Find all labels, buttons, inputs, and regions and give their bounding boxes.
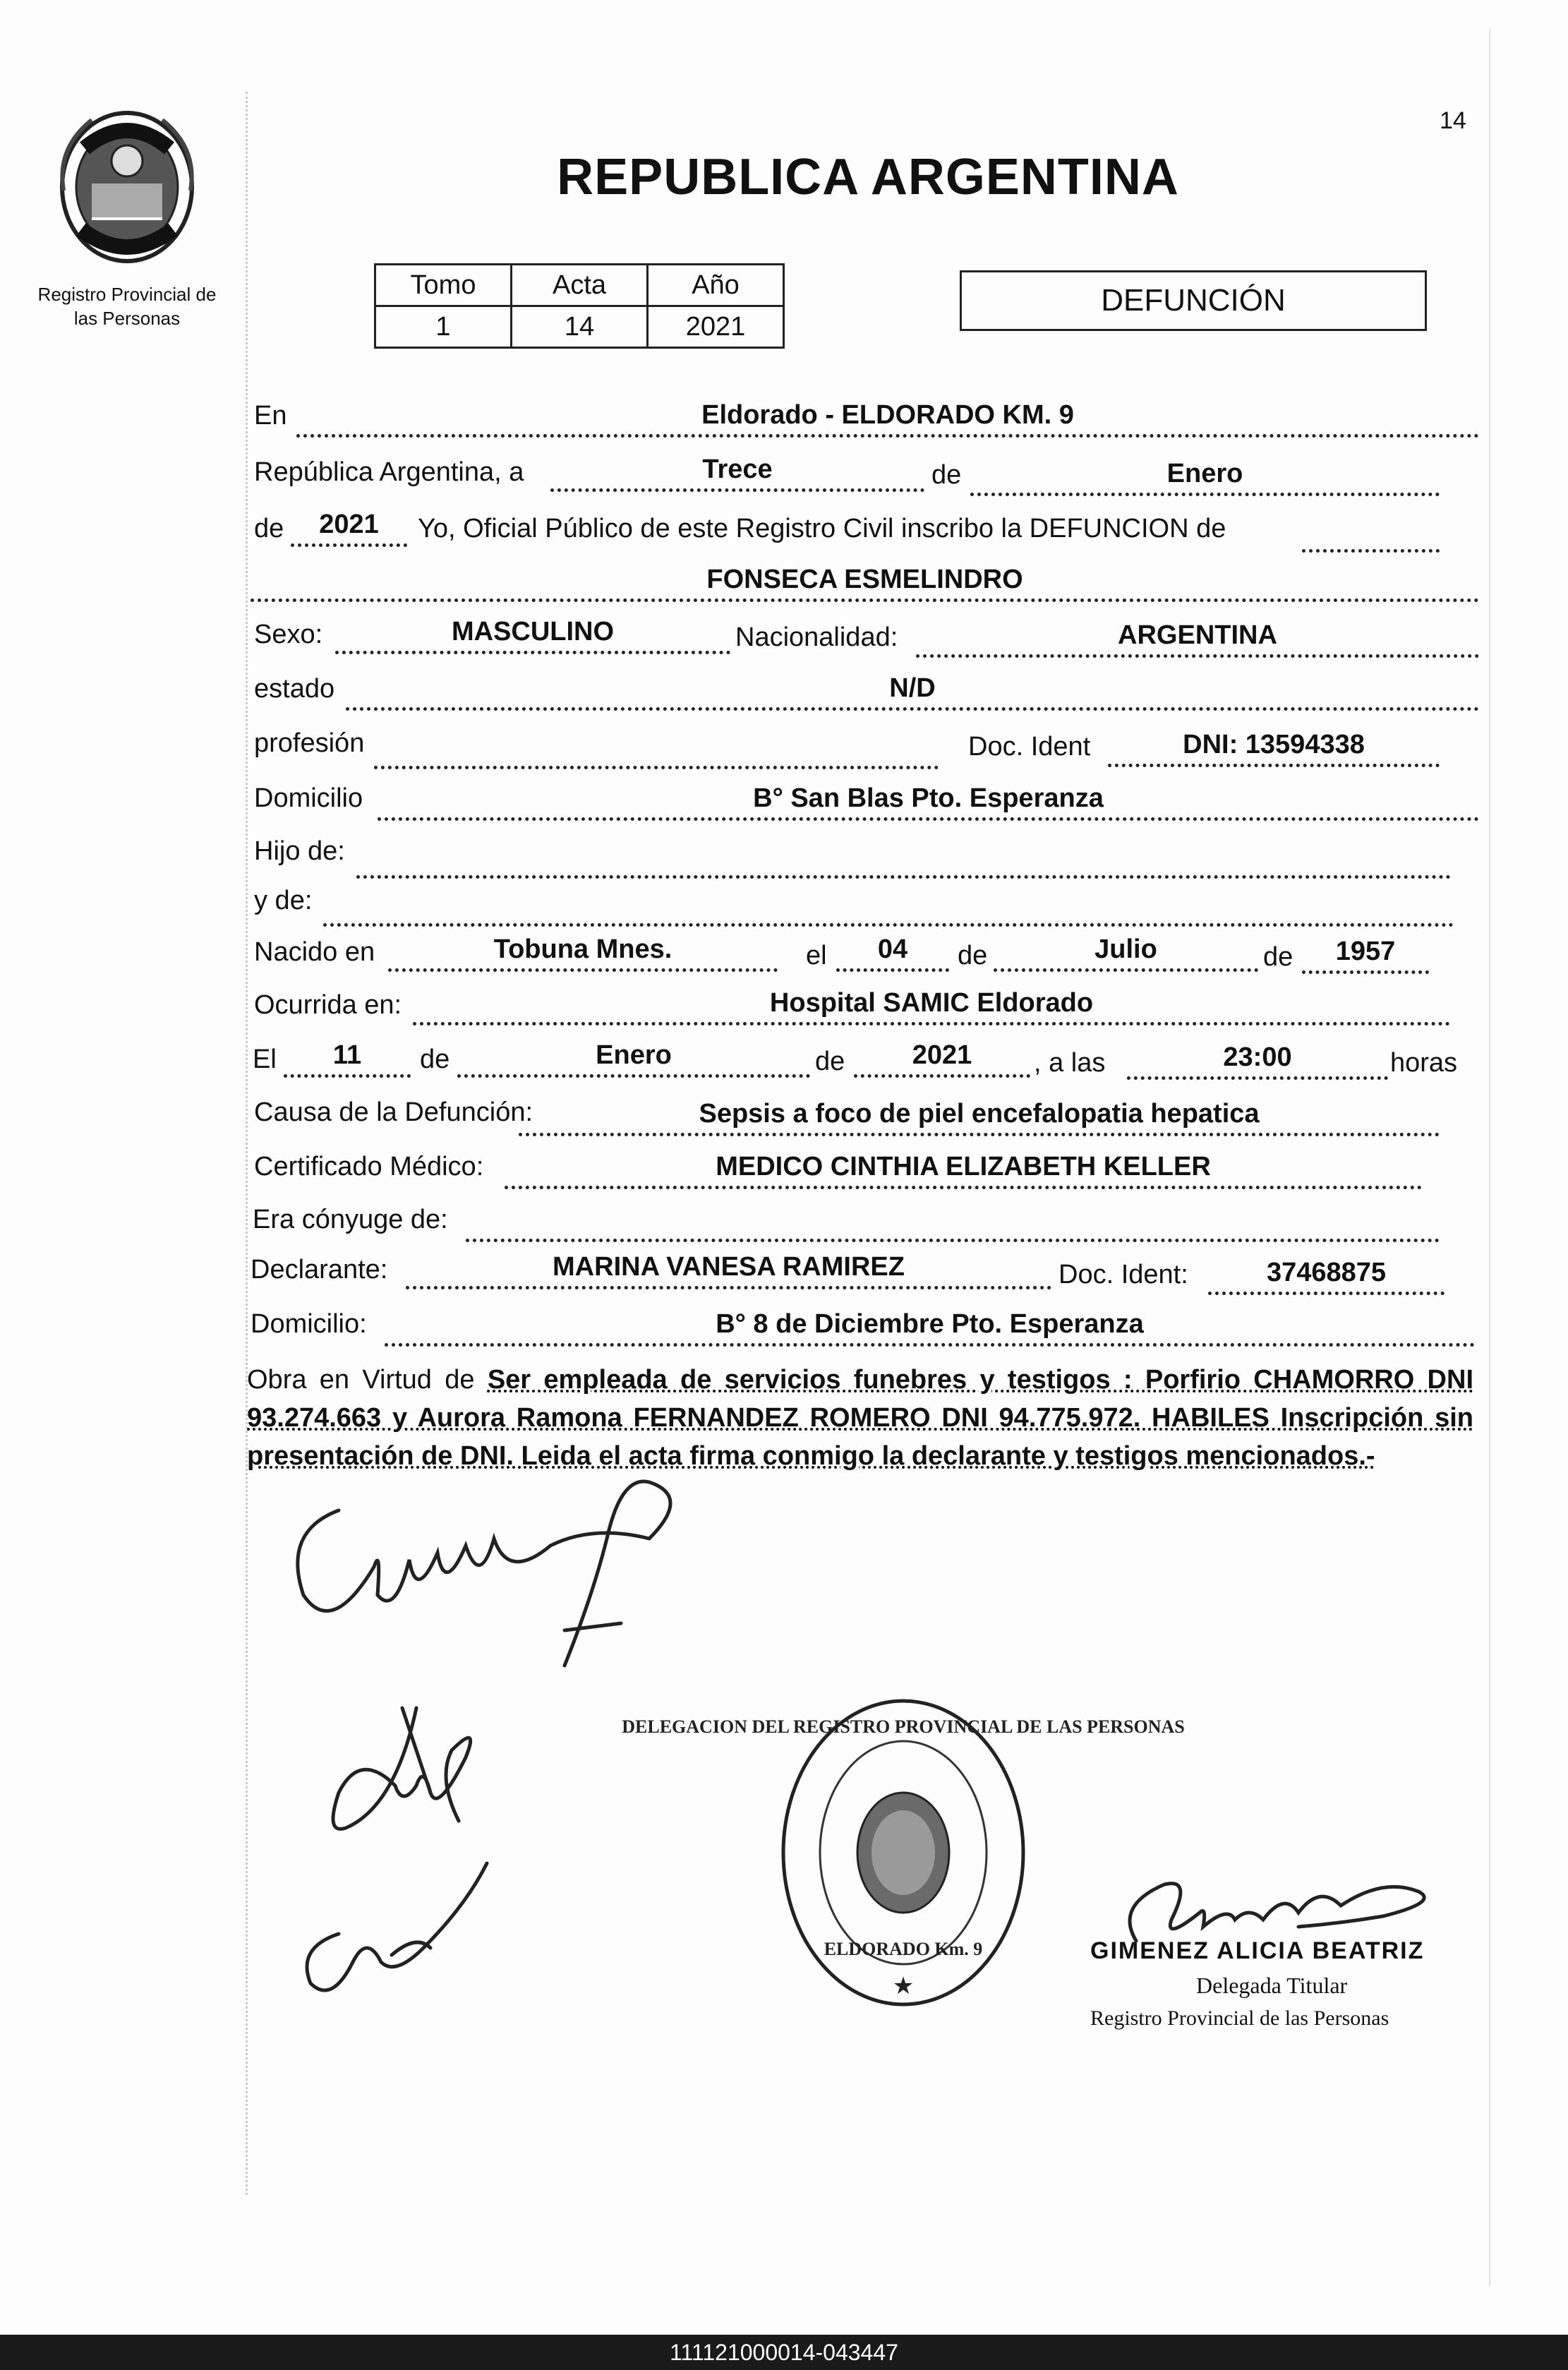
death-day-field: 11 [284,1039,411,1078]
conyuge-label: Era cónyuge de: [253,1205,448,1234]
ocurrida-en-field: Hospital SAMIC Eldorado [413,987,1450,1025]
official-role: Delegada Titular [1196,1973,1348,1998]
anio-value: 2021 [648,306,784,348]
officer-statement: Yo, Oficial Público de este Registro Civil inscribo la DEFUNCION de [418,514,1226,543]
registry-label-line2: las Personas [73,308,181,329]
el-label: el [806,941,827,970]
certificado-label: Certificado Médico: [254,1152,484,1181]
register-table-value-row [375,306,784,348]
stamp-outer-text: DELEGACION DEL REGISTRO PROVINCIAL DE LAS PERSONAS [622,1716,1185,1737]
declarante-domicilio-label: Domicilio: [251,1309,367,1339]
page-title: REPUBLICA ARGENTINA [557,149,1179,205]
nacionalidad-label: Nacionalidad: [735,622,898,652]
death-year-field: 2021 [854,1039,1030,1078]
en-label: En [254,401,287,431]
doc-ident-field: DNI: 13594338 [1108,728,1440,767]
conyuge-field [466,1203,1440,1242]
de-label-1: de [931,460,962,490]
certificado-field: MEDICO CINTHIA ELIZABETH KELLER [505,1150,1422,1189]
estado-label: estado [254,674,335,704]
doc-ident-label: Doc. Ident [968,732,1091,762]
causa-label: Causa de la Defunción: [254,1097,533,1127]
declarante-doc-field: 37468875 [1208,1256,1445,1295]
acta-header: Acta [512,265,648,306]
year-prefix-label: de [254,514,284,543]
page-number: 14 [1440,107,1466,134]
causa-field: Sepsis a foco de piel encefalopatia hepatica [519,1097,1440,1136]
death-time-field: 23:00 [1127,1041,1388,1080]
left-margin-line [246,92,248,2195]
sexo-field: MASCULINO [335,615,730,654]
yde-field [323,888,1454,927]
death-de2-label: de [815,1047,845,1076]
birth-month-field: Julio [994,933,1258,972]
register-table [374,263,785,349]
birth-de-label: de [958,941,988,970]
declarante-field: MARINA VANESA RAMIREZ [406,1251,1051,1289]
act-type-box: DEFUNCIÓN [960,270,1427,331]
misiones-seal-icon [49,106,205,268]
stamp-star-icon: ★ [892,1973,915,1999]
nacido-label: Nacido en [254,937,375,967]
declarante-label: Declarante: [251,1255,388,1285]
day-word-field: Trece [550,453,924,492]
hijo-label: Hijo de: [254,836,345,866]
estado-field: N/D [346,672,1479,711]
month-word-field: Enero [970,457,1440,496]
tomo-value: 1 [375,306,512,348]
declarante-domicilio-field: B° 8 de Diciembre Pto. Esperanza [385,1308,1475,1347]
registry-label-line1: Registro Provincial de [37,284,217,305]
year-field: 2021 [291,508,407,547]
acta-value: 14 [512,306,648,348]
nacido-en-field: Tobuna Mnes. [388,933,778,972]
death-de-label: de [420,1045,450,1074]
hijo-field [356,840,1451,879]
deceased-name-field: FONSECA ESMELINDRO [251,563,1479,602]
profesion-label: profesión [254,728,365,758]
obra-text: Ser empleada de servicios funebres y testigos : Porfirio CHAMORRO DNI 93.274.663 y Aurora Ramona FERNANDEZ ROMERO DNI 94.775.972. HABILES Inscripción sin presentación de DNI. Leida el acta firma conmigo la declarante y testigos mencionados.- [247,1365,1473,1471]
anio-header: Año [648,265,784,306]
profesion-field [374,730,939,769]
right-margin-line [1489,28,1490,2287]
domicilio-field: B° San Blas Pto. Esperanza [378,782,1479,821]
birth-de2-label: de [1263,942,1293,972]
death-month-field: Enero [457,1039,810,1078]
birth-year-field: 1957 [1302,935,1429,974]
obra-label: Obra en Virtud de [247,1365,475,1395]
birth-day-field: 04 [836,933,949,972]
yde-label: y de: [254,886,313,915]
place-field: Eldorado - ELDORADO KM. 9 [296,399,1479,438]
official-name: GIMENEZ ALICIA BEATRIZ [1090,1937,1425,1964]
registry-stamp-icon [622,1694,1185,2011]
footer-barcode-text: 111121000014-043447 [0,2335,1568,2370]
horas-label: horas [1390,1048,1458,1078]
registry-label [21,282,233,330]
register-table-header-row [375,265,784,306]
statement-tail-field [1302,514,1440,553]
tomo-header: Tomo [375,265,512,306]
stamp-inner-text: ELDORADO Km. 9 [824,1939,983,1959]
domicilio-label: Domicilio [254,783,363,813]
alas-label: , a las [1034,1048,1106,1078]
sexo-label: Sexo: [254,620,323,649]
declarante-doc-label: Doc. Ident: [1059,1260,1188,1289]
el2-label: El [253,1045,277,1074]
ocurrida-label: Ocurrida en: [254,990,402,1020]
nacionalidad-field: ARGENTINA [916,619,1479,658]
republica-label: República Argentina, a [254,457,524,487]
official-office: Registro Provincial de las Personas [1090,2007,1389,2030]
